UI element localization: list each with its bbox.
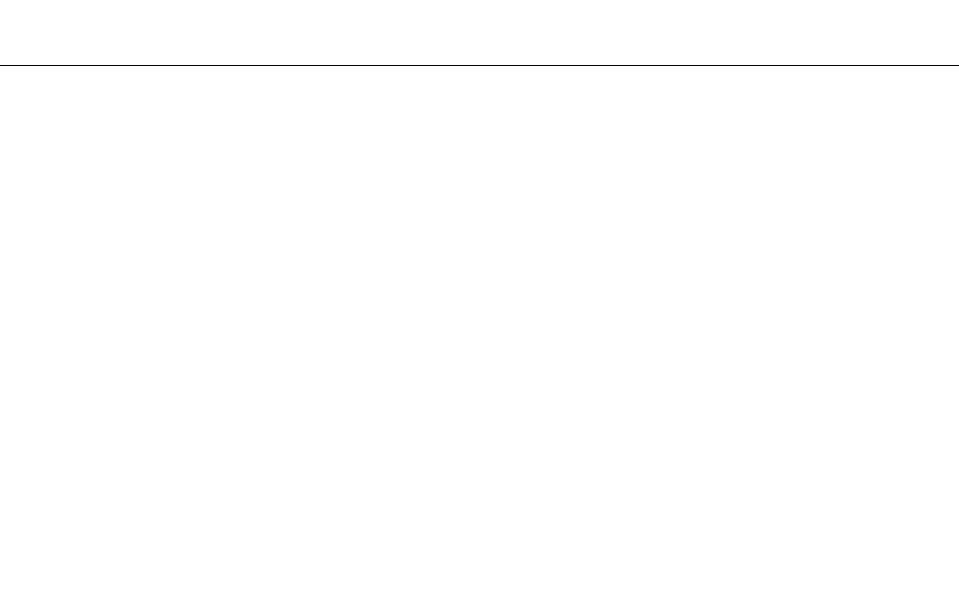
header-separator xyxy=(0,65,959,66)
